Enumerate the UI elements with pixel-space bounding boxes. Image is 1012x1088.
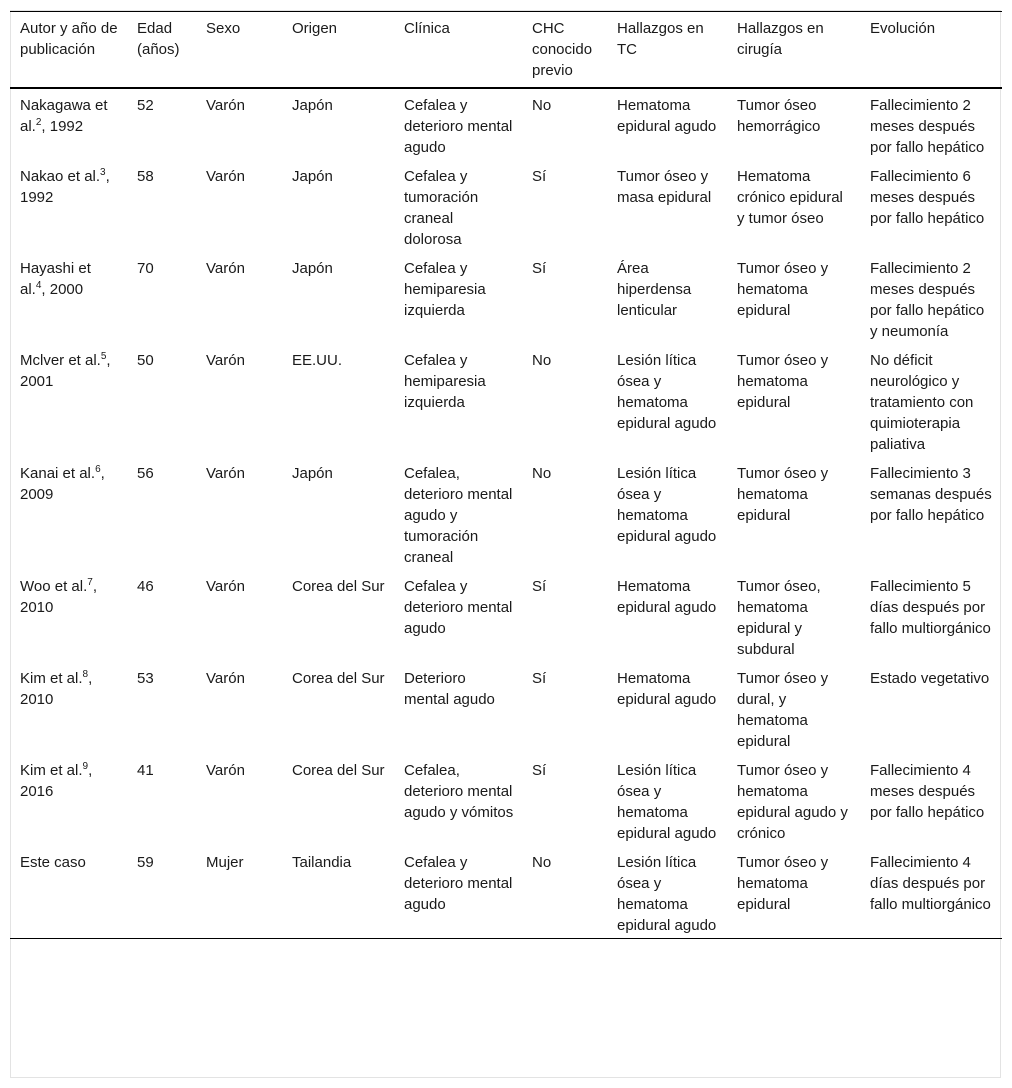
table-row (10, 252, 1002, 344)
cell-sexo: Varón (206, 352, 245, 369)
cell-sexo: Varón (206, 762, 245, 779)
cell-origen: Japón (292, 260, 333, 277)
table-row (10, 570, 1002, 662)
cell-cirugia: Hematoma crónico epidural y tumor óseo (737, 168, 843, 227)
cell-edad: 59 (137, 854, 154, 871)
reference-number: 6 (95, 464, 101, 475)
cell-evolucion: Fallecimiento 2 meses después por fallo hepático y neumonía (870, 260, 985, 340)
cell-autor: Kim et al.$^9$, 2016 (20, 761, 93, 800)
cell-autor: Hayashi et al.$^4$, 2000 (20, 260, 91, 298)
cell-tc: Lesión lítica ósea y hematoma epidural agudo (617, 465, 717, 545)
cell-sexo: Varón (206, 670, 245, 687)
header-evolucion: Evolución (870, 20, 936, 37)
cell-chc: Sí (532, 578, 547, 595)
cell-clinica: Cefalea y hemiparesia izquierda (404, 352, 486, 411)
table-row (10, 457, 1002, 570)
cell-cirugia: Tumor óseo y hematoma epidural (737, 465, 829, 524)
reference-number: 7 (87, 577, 93, 588)
cell-clinica: Cefalea y deterioro mental agudo (404, 97, 513, 156)
cell-evolucion: Fallecimiento 5 días después por fallo multiorgánico (870, 578, 991, 637)
reference-number: 3 (100, 167, 106, 178)
header-autor: Autor y año de publicación (20, 20, 118, 58)
cell-evolucion: Fallecimiento 3 semanas después por fallo hepático (870, 465, 992, 524)
header-clinica: Clínica (404, 20, 450, 37)
cell-tc: Lesión lítica ósea y hematoma epidural agudo (617, 762, 717, 842)
cell-autor: Nakagawa et al.$^2$, 1992 (20, 97, 108, 135)
cell-edad: 46 (137, 578, 154, 595)
cell-cirugia: Tumor óseo y hematoma epidural agudo y crónico (737, 762, 848, 842)
reference-number: 9 (82, 761, 89, 772)
cell-tc: Hematoma epidural agudo (617, 670, 717, 708)
reference-number: 4 (35, 280, 42, 291)
cell-clinica: Cefalea y hemiparesia izquierda (404, 260, 486, 319)
cell-clinica: Cefalea y deterioro mental agudo (404, 854, 513, 913)
cell-edad: 56 (137, 465, 154, 482)
table-body (10, 88, 1002, 939)
cell-origen: EE.UU. (292, 352, 343, 369)
cell-edad: 58 (137, 168, 154, 185)
cell-origen: Japón (292, 465, 333, 482)
cell-sexo: Varón (206, 97, 245, 114)
cell-clinica: Cefalea y deterioro mental agudo (404, 578, 513, 637)
table-row (10, 846, 1002, 939)
cell-chc: Sí (532, 168, 547, 185)
reference-number: 8 (82, 669, 89, 680)
cell-tc: Hematoma epidural agudo (617, 578, 717, 616)
cell-autor: Woo et al.$^7$, 2010 (20, 577, 97, 616)
cell-origen: Corea del Sur (292, 670, 385, 687)
cell-chc: No (532, 97, 552, 114)
cell-sexo: Varón (206, 168, 245, 185)
cell-chc: No (532, 854, 552, 871)
reference-number: 2 (35, 117, 42, 128)
cell-edad: 50 (137, 352, 154, 369)
cell-evolucion: Fallecimiento 2 meses después por fallo hepático (870, 97, 985, 156)
table-row (10, 160, 1002, 252)
cell-clinica: Cefalea y tumoración craneal dolorosa (404, 168, 479, 248)
table-row (10, 662, 1002, 754)
cell-tc: Lesión lítica ósea y hematoma epidural agudo (617, 352, 717, 432)
cell-origen: Tailandia (292, 854, 352, 871)
table-row (10, 754, 1002, 846)
cell-origen: Japón (292, 168, 333, 185)
table-row (10, 344, 1002, 457)
header-tc: Hallazgos en TC (617, 20, 704, 58)
cell-tc: Hematoma epidural agudo (617, 97, 717, 135)
header-sexo: Sexo (206, 20, 241, 37)
table-row (10, 88, 1002, 160)
cell-edad: 52 (137, 97, 154, 114)
cell-tc: Tumor óseo y masa epidural (617, 168, 712, 206)
cell-clinica: Cefalea, deterioro mental agudo y vómitos (404, 762, 514, 821)
header-edad: Edad (años) (137, 20, 180, 58)
header-row (10, 12, 1002, 89)
cell-evolucion: Fallecimiento 4 días después por fallo multiorgánico (870, 854, 991, 913)
cell-edad: 41 (137, 762, 154, 779)
cell-edad: 70 (137, 260, 154, 277)
header-origen: Origen (292, 20, 338, 37)
cell-sexo: Varón (206, 260, 245, 277)
cell-chc: Sí (532, 670, 547, 687)
cell-evolucion: Fallecimiento 4 meses después por fallo hepático (870, 762, 985, 821)
cell-autor: Kim et al.$^8$, 2010 (20, 669, 93, 708)
cell-chc: No (532, 465, 552, 482)
cell-cirugia: Tumor óseo, hematoma epidural y subdural (737, 578, 821, 658)
cases-table (10, 11, 1002, 939)
cell-tc: Área hiperdensa lenticular (617, 260, 692, 319)
header-cirugia: Hallazgos en cirugía (737, 20, 824, 58)
header-chc: CHC conocido previo (532, 20, 593, 79)
cell-clinica: Cefalea, deterioro mental agudo y tumoración craneal (404, 465, 513, 566)
cell-cirugia: Tumor óseo hemorrágico (737, 97, 821, 135)
cell-sexo: Varón (206, 465, 245, 482)
cell-clinica: Deterioro mental agudo (404, 670, 495, 708)
cell-edad: 53 (137, 670, 154, 687)
cell-cirugia: Tumor óseo y dural, y hematoma epidural (737, 670, 829, 750)
reference-number: 5 (100, 351, 107, 362)
cell-chc: Sí (532, 762, 547, 779)
cell-chc: Sí (532, 260, 547, 277)
cell-origen: Japón (292, 97, 333, 114)
cell-cirugia: Tumor óseo y hematoma epidural (737, 352, 829, 411)
cell-evolucion: No déficit neurológico y tratamiento con quimioterapia paliativa (870, 352, 974, 453)
cell-origen: Corea del Sur (292, 578, 385, 595)
cell-autor: Mclver et al.$^5$, 2001 (20, 351, 111, 390)
cell-cirugia: Tumor óseo y hematoma epidural (737, 854, 829, 913)
cell-origen: Corea del Sur (292, 762, 385, 779)
cell-autor: Nakao et al.$^3$, 1992 (20, 167, 110, 206)
cell-autor: Kanai et al.$^6$, 2009 (20, 464, 105, 503)
cell-chc: No (532, 352, 552, 369)
cell-cirugia: Tumor óseo y hematoma epidural (737, 260, 829, 319)
cell-tc: Lesión lítica ósea y hematoma epidural agudo (617, 854, 717, 934)
cell-sexo: Mujer (206, 854, 244, 871)
cell-evolucion: Estado vegetativo (870, 670, 990, 687)
cell-autor: Este caso (20, 854, 86, 871)
cell-sexo: Varón (206, 578, 245, 595)
cell-evolucion: Fallecimiento 6 meses después por fallo hepático (870, 168, 985, 227)
